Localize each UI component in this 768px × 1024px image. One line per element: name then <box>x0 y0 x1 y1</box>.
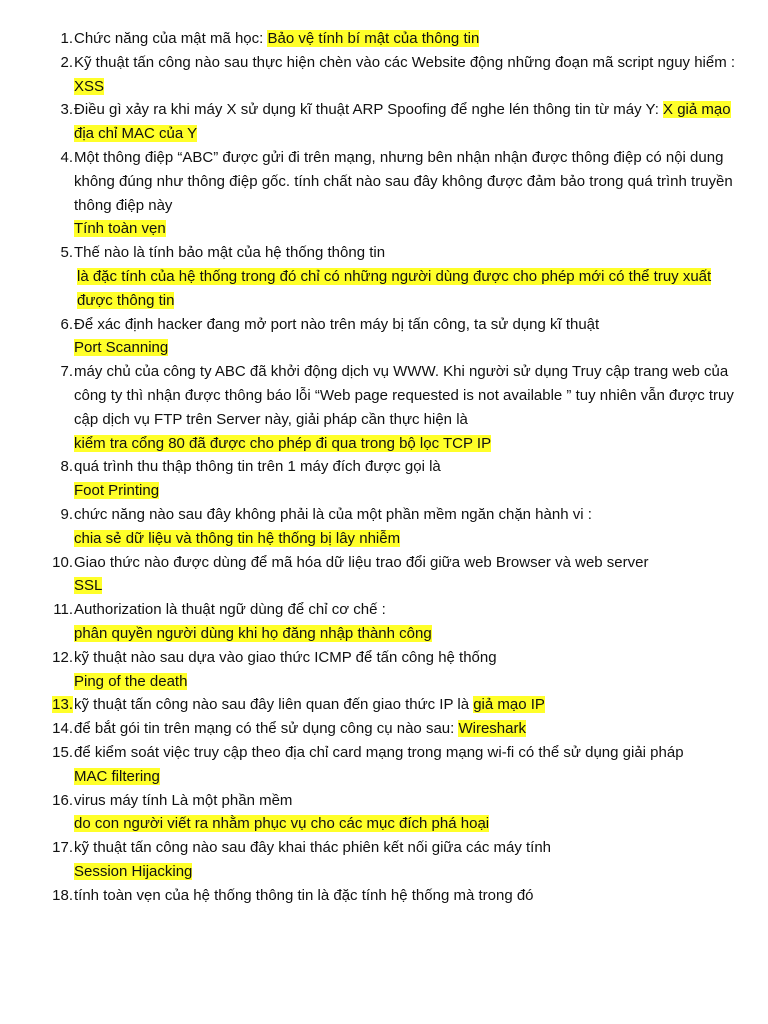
question-number-text: 8. <box>60 458 73 476</box>
answer-highlight: do con người viết ra nhằm phục vụ cho các mục đích phá hoại <box>74 815 490 833</box>
question-number-text: 1. <box>60 30 73 47</box>
question-item <box>38 98 744 146</box>
question-body <box>74 313 744 361</box>
question-number <box>38 551 74 575</box>
answer-highlight: giả mạo IP <box>473 696 545 714</box>
question-item <box>38 884 744 908</box>
question-text: virus máy tính Là một phần mềm <box>74 791 293 809</box>
question-text: Một thông điệp “ABC” được gửi đi trên mạng, nhưng bên nhận nhận được thông điệp có nội dung không đúng như thông điệp gốc. tính chất nào sau đây không được đảm bảo trong quá trình truyền thông điệp này <box>74 148 733 214</box>
answer-highlight: phân quyền người dùng khi họ đăng nhập thành công <box>74 624 432 642</box>
question-number <box>38 741 74 765</box>
question-item <box>38 503 744 551</box>
question-body <box>74 360 744 455</box>
question-number-text: 3. <box>60 101 73 119</box>
answer-highlight: Foot Printing <box>74 482 160 500</box>
answer-line <box>74 812 744 836</box>
question-body <box>74 693 744 717</box>
question-number-text: 17. <box>52 839 73 857</box>
question-body <box>74 455 744 503</box>
question-number-text: 12. <box>52 648 73 666</box>
question-body <box>74 836 744 884</box>
question-item <box>38 598 744 646</box>
answer-highlight: SSL <box>74 577 103 595</box>
question-number <box>38 51 74 75</box>
question-number-text: 7. <box>60 363 73 381</box>
question-number-text: 14. <box>52 720 73 738</box>
question-item <box>38 27 744 51</box>
question-body <box>74 146 744 241</box>
question-text: Thế nào là tính bảo mật của hệ thống thông tin <box>74 244 386 262</box>
question-text: Kỹ thuật tấn công nào sau thực hiện chèn vào các Website động những đoạn mã script nguy hiểm : <box>74 53 736 71</box>
question-item <box>38 717 744 741</box>
answer-line <box>74 574 744 598</box>
question-text: Điều gì xảy ra khi máy X sử dụng kĩ thuật ARP Spoofing để nghe lén thông tin từ máy Y: <box>74 101 664 119</box>
question-text: chức năng nào sau đây không phải là của một phần mềm ngăn chặn hành vi : <box>74 505 592 523</box>
question-number-text: 10. <box>52 553 73 571</box>
answer-highlight: MAC filtering <box>74 767 160 785</box>
question-number-text: 15. <box>52 743 73 761</box>
question-text: tính toàn vẹn của hệ thống thông tin là đặc tính hệ thống mà trong đó <box>74 886 534 904</box>
question-number <box>38 836 74 860</box>
question-text: kỹ thuật tấn công nào sau đây liên quan đến giao thức IP là <box>74 696 474 714</box>
question-text: kỹ thuật tấn công nào sau đây khai thác phiên kết nối giữa các máy tính <box>74 839 552 857</box>
question-number <box>38 884 74 908</box>
question-body <box>74 884 744 908</box>
answer-line <box>74 479 744 503</box>
question-item <box>38 360 744 455</box>
question-list <box>38 27 744 907</box>
answer-line <box>74 336 744 360</box>
question-item <box>38 455 744 503</box>
answer-highlight: X giả mạo địa chỉ MAC của Y <box>74 101 731 143</box>
answer-highlight: Tính toàn vẹn <box>74 220 166 238</box>
question-number-text: 13. <box>52 696 73 714</box>
question-item <box>38 646 744 694</box>
question-number <box>38 646 74 670</box>
answer-line <box>74 622 744 646</box>
question-number-text: 18. <box>52 886 73 904</box>
question-body <box>74 646 744 694</box>
question-number <box>38 598 74 622</box>
question-number <box>38 693 74 717</box>
answer-highlight: là đặc tính của hệ thống trong đó chỉ có những người dùng được cho phép mới có thể truy xuất được thông tin <box>77 267 712 309</box>
question-text: Để xác định hacker đang mở port nào trên máy bị tấn công, ta sử dụng kĩ thuật <box>74 315 600 333</box>
question-item <box>38 836 744 884</box>
question-body <box>74 717 744 741</box>
question-body <box>74 98 744 146</box>
question-number <box>38 146 74 170</box>
question-body <box>74 27 744 51</box>
question-number-text: 9. <box>60 505 73 523</box>
question-body <box>74 598 744 646</box>
question-number <box>38 98 74 122</box>
answer-highlight: Wireshark <box>458 720 526 738</box>
question-number <box>38 717 74 741</box>
answer-line <box>74 860 744 884</box>
question-text: để bắt gói tin trên mạng có thể sử dụng công cụ nào sau: <box>74 720 459 738</box>
answer-line <box>74 432 744 456</box>
question-body <box>74 51 744 99</box>
question-body <box>74 789 744 837</box>
question-number-text: 11. <box>53 601 73 619</box>
answer-highlight: XSS <box>74 77 105 95</box>
question-number-text: 2. <box>60 53 73 71</box>
question-item <box>38 313 744 361</box>
question-item <box>38 741 744 789</box>
question-number <box>38 360 74 384</box>
question-item <box>38 146 744 241</box>
answer-highlight: Bảo vệ tính bí mật của thông tin <box>267 30 480 47</box>
answer-highlight: Ping of the death <box>74 672 188 690</box>
question-number-text: 5. <box>60 244 73 262</box>
question-text: Giao thức nào được dùng để mã hóa dữ liệu trao đổi giữa web Browser và web server <box>74 553 649 571</box>
answer-line <box>74 217 744 241</box>
answer-highlight: kiểm tra cổng 80 đã được cho phép đi qua trong bộ lọc TCP IP <box>74 434 492 452</box>
question-number <box>38 789 74 813</box>
question-body <box>74 503 744 551</box>
question-number <box>38 27 74 51</box>
answer-line <box>74 765 744 789</box>
question-text: máy chủ của công ty ABC đã khởi động dịch vụ WWW. Khi người sử dụng Truy cập trang web của công ty thì nhận được thông báo lỗi “Web page requested is not available ” tuy nhiên vẫn được truy cập dịch vụ FTP trên Server này, giải pháp cần thực hiện là <box>74 363 734 428</box>
question-item <box>38 551 744 599</box>
question-body <box>74 241 744 312</box>
question-number <box>38 313 74 337</box>
question-item <box>38 693 744 717</box>
question-number <box>38 503 74 527</box>
answer-line <box>74 670 744 694</box>
question-number-text: 16. <box>52 791 73 809</box>
answer-line <box>74 265 744 313</box>
question-number-text: 4. <box>60 148 73 166</box>
question-text: Authorization là thuật ngữ dùng để chỉ cơ chế : <box>74 601 386 619</box>
answer-highlight: Port Scanning <box>74 339 169 357</box>
question-body <box>74 741 744 789</box>
question-text: để kiểm soát việc truy cập theo địa chỉ card mạng trong mạng wi-fi có thể sử dụng giải pháp <box>74 743 684 761</box>
question-text: quá trình thu thập thông tin trên 1 máy đích được gọi là <box>74 458 441 476</box>
answer-line <box>74 527 744 551</box>
question-text: kỹ thuật nào sau dựa vào giao thức ICMP để tấn công hệ thống <box>74 648 497 666</box>
question-item <box>38 51 744 99</box>
question-number <box>38 455 74 479</box>
answer-highlight: chia sẻ dữ liệu và thông tin hệ thống bị lây nhiễm <box>74 529 401 547</box>
answer-highlight: Session Hijacking <box>74 862 193 880</box>
question-text: Chức năng của mật mã học: <box>74 30 268 47</box>
question-item <box>38 789 744 837</box>
question-item <box>38 241 744 312</box>
question-body <box>74 551 744 599</box>
question-number-text: 6. <box>60 315 73 333</box>
question-number <box>38 241 74 265</box>
